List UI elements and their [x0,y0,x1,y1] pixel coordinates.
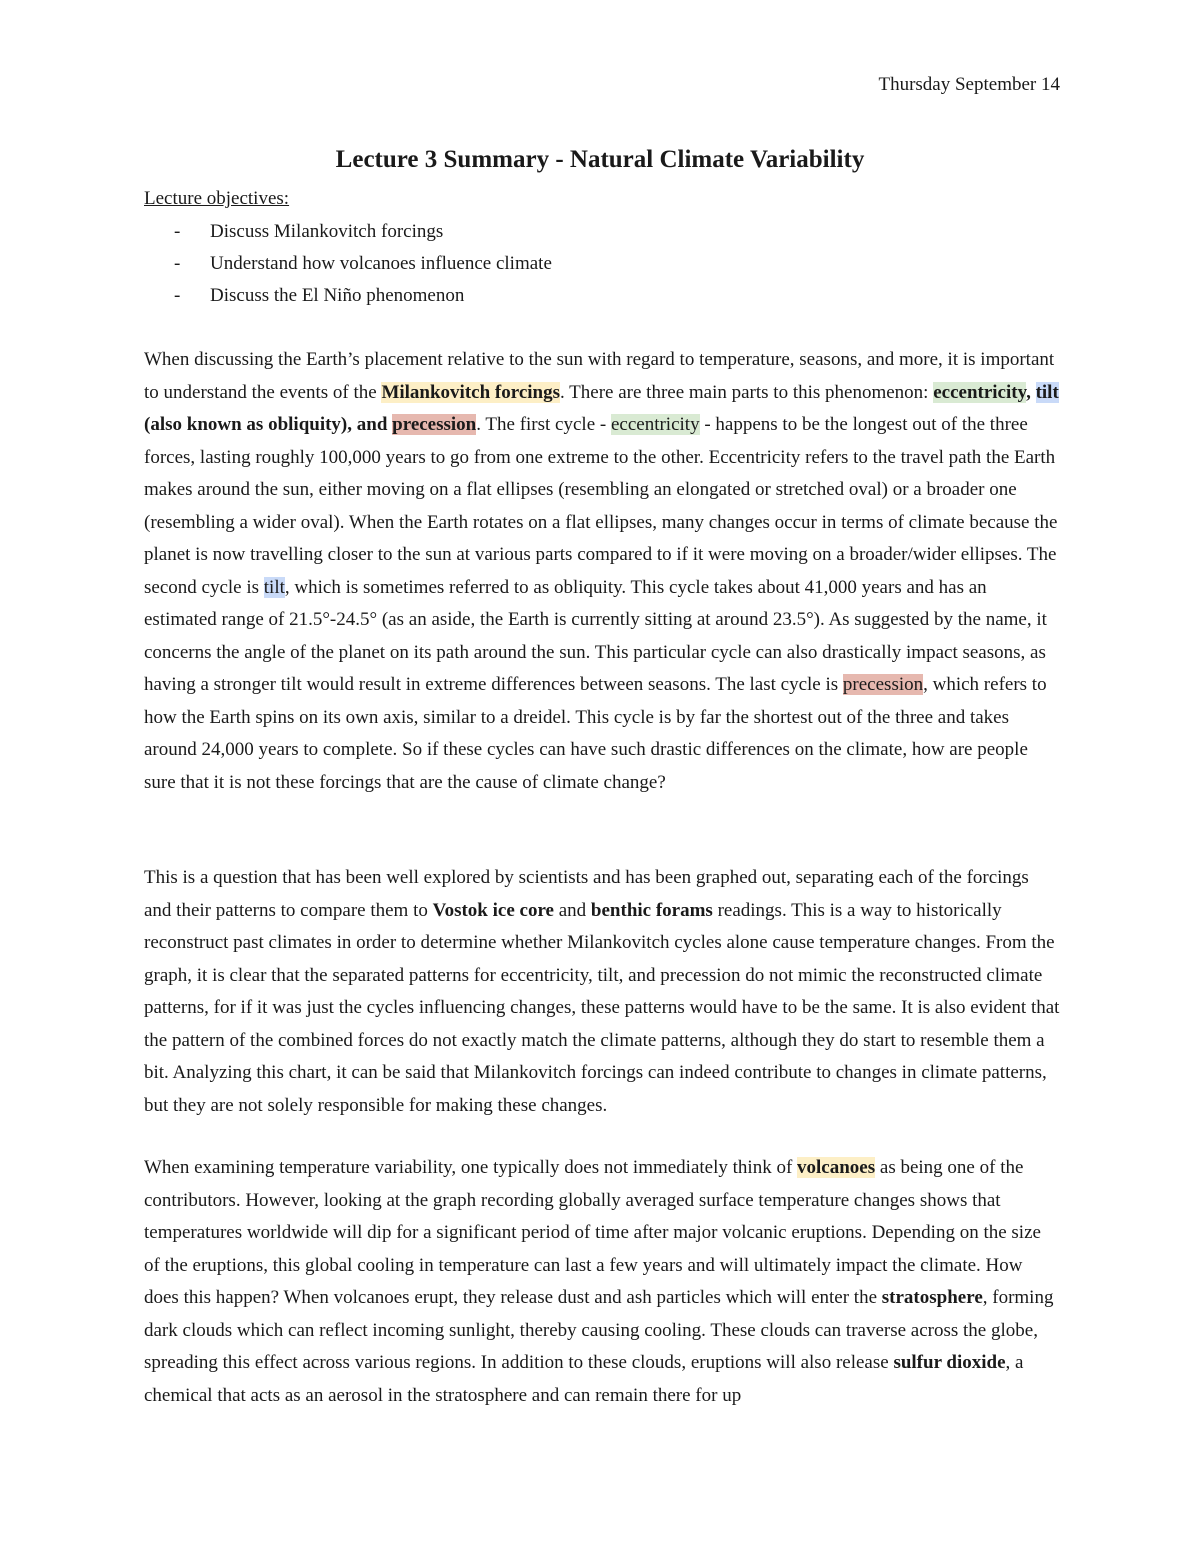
highlight-precession-inline: precession [842,674,924,695]
text-run: When examining temperature variability, one typically does not immediately think of [144,1157,798,1178]
highlight-tilt: tilt [1035,381,1059,403]
list-item [174,283,552,315]
objectives-list [174,219,552,315]
highlight-precession: precession [392,414,477,435]
text-run: (also known as obliquity), and [144,414,393,435]
list-item-text: Discuss Milankovitch forcings [210,221,444,242]
paragraph-reconstruction [144,862,1060,1122]
list-bullet: - [174,253,181,274]
paragraph-milankovitch [144,344,1060,799]
paragraph-volcanoes [144,1152,1060,1412]
keyword-stratosphere: stratosphere [881,1287,983,1308]
page-title: Lecture 3 Summary - Natural Climate Variability [335,146,865,173]
text-run: . The first cycle - [476,414,611,435]
text-run: , which refers to how the Earth spins on its own axis, similar to a dreidel. This cycle is by far the shortest out of the three and takes around 24,000 years to complete. So if these cycles can have such drastic differences on the climate, how are people sure that it is not these forcings that are the cause of climate change? [144,674,1047,793]
objectives-heading: Lecture objectives: [144,188,290,209]
keyword-benthic-forams: benthic forams [590,899,713,921]
list-bullet: - [174,285,181,306]
keyword-sulfur-dioxide: sulfur dioxide [893,1352,1006,1373]
text-run: readings. This is a way to historically reconstruct past climates in order to determine whether Milankovitch cycles alone cause temperature changes. From the graph, it is clear that the separated patterns for eccentricity, tilt, and precession do not mimic the reconstructed climate patterns, for if it was just the cycles influencing changes, these patterns would have to be the same. It is also evident that the pattern of the combined forces do not exactly match the climate patterns, although they do start to resemble them a bit. Analyzing this chart, it can be said that Milankovitch forcings can indeed contribute to changes in climate patterns, but they are not solely responsible for making these changes. [144,899,1060,1116]
text-run: and [553,899,591,921]
list-item [174,219,552,251]
highlight-volcanoes: volcanoes [797,1157,876,1178]
text-run: This is a question that has been well explored by scientists and has been graphed out, separating each of the forcings and their patterns to compare them to [144,867,1029,921]
highlight-eccentricity-inline: eccentricity [610,414,700,435]
highlight-eccentricity: eccentricity [933,381,1027,403]
list-item-text: Discuss the El Niño phenomenon [210,285,465,306]
list-item [174,251,552,283]
text-run: , which is sometimes referred to as obliquity. This cycle takes about 41,000 years and has an estimated range of 21.5°-24.5° (as an aside, the Earth is currently sitting at around 23.5°). As suggested by the name, it concerns the angle of the planet on its path around the sun. This particular cycle can also drastically impact seasons, as having a stronger tilt would result in extreme differences between seasons. The last cycle is [144,576,1047,695]
text-run: - happens to be the longest out of the three forces, lasting roughly 100,000 years to go from one extreme to the other. Eccentricity refers to the travel path the Earth makes around the sun, either moving on a flat ellipses (resembling an elongated or stretched oval) or a broader one (resembling a wider oval). When the Earth rotates on a flat ellipses, many changes occur in terms of climate because the planet is now travelling closer to the sun at various parts compared to if it were moving on a broader/wider ellipses. The second cycle is [144,414,1058,598]
text-run: . There are three main parts to this phenomenon: [560,381,934,403]
text-run: as being one of the contributors. However, looking at the graph recording globally averaged surface temperature changes shows that temperatures worldwide will dip for a significant period of time after major volcanic eruptions. Depending on the size of the eruptions, this global cooling in temperature can last a few years and will ultimately impact the climate. How does this happen? When volcanoes erupt, they release dust and ash particles which will enter the [144,1157,1041,1308]
text-run: , a chemical that acts as an aerosol in the stratosphere and can remain there for up [144,1352,1024,1406]
text-run: , [1026,381,1036,403]
highlight-milankovitch-forcings: Milankovitch forcings [381,381,561,403]
list-item-text: Understand how volcanoes influence climate [210,253,552,274]
date-header: Thursday September 14 [878,74,1060,95]
highlight-tilt-inline: tilt [263,576,285,598]
text-run: When discussing the Earth’s placement relative to the sun with regard to temperature, seasons, and more, it is important to understand the events of the [144,349,1055,403]
keyword-vostok-ice-core: Vostok ice core [432,899,554,921]
text-run: , forming dark clouds which can reflect incoming sunlight, thereby causing cooling. These clouds can traverse across the globe, spreading this effect across various regions. In addition to these clouds, eruptions will also release [144,1287,1054,1373]
list-bullet: - [174,221,181,242]
